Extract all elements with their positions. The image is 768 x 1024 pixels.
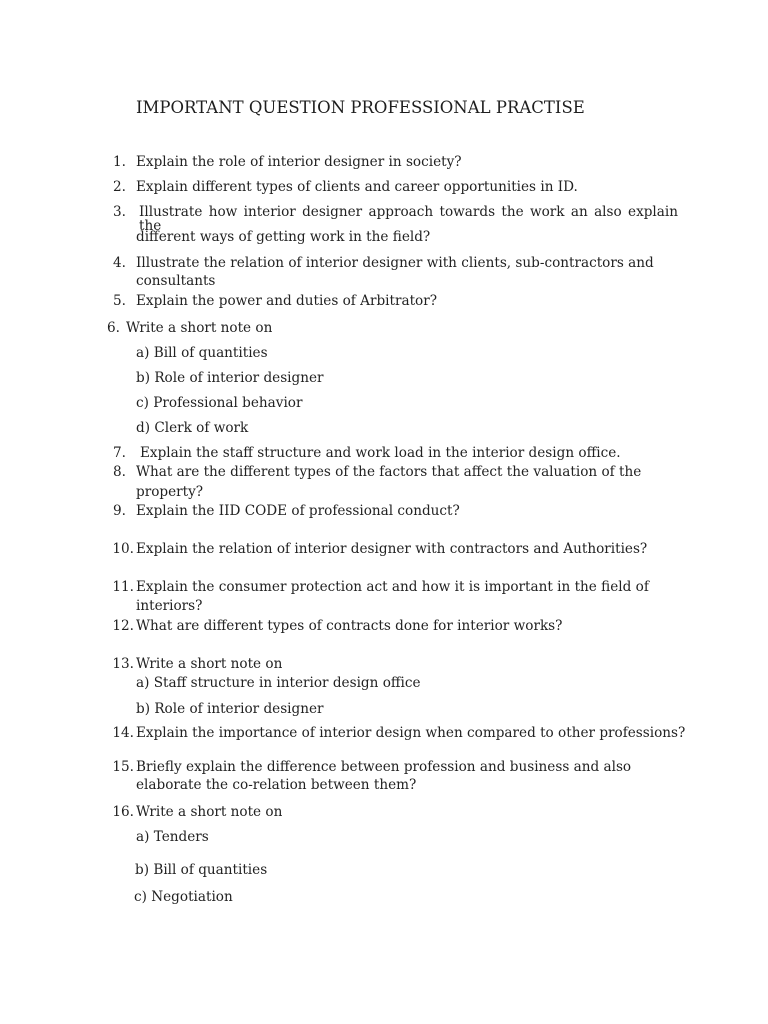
question-text: Explain the consumer protection act and how it is important in the field of: [136, 579, 649, 595]
sub-item: b) Role of interior designer: [136, 701, 324, 717]
question-text-continued: different ways of getting work in the field?: [136, 229, 431, 245]
question-text-continued: interiors?: [136, 598, 203, 614]
question-text-continued: consultants: [136, 273, 216, 289]
question-number: 11.: [112, 579, 134, 595]
question-text: What are different types of contracts done for interior works?: [136, 618, 563, 634]
question-number: 7.: [113, 445, 126, 461]
question-number: 15.: [112, 759, 134, 775]
question-number: 2.: [113, 179, 126, 195]
sub-item: b) Role of interior designer: [136, 370, 324, 386]
question-text: Write a short note on: [136, 804, 283, 820]
question-text: What are the different types of the factors that affect the valuation of the: [136, 464, 642, 480]
question-number: 4.: [113, 255, 126, 271]
question-number: 14.: [112, 725, 134, 741]
question-number: 6.: [107, 320, 120, 336]
question-text: Explain different types of clients and career opportunities in ID.: [136, 179, 578, 195]
question-text-continued: elaborate the co-relation between them?: [136, 777, 417, 793]
question-text: Illustrate the relation of interior designer with clients, sub-contractors and: [136, 255, 654, 271]
document-title: IMPORTANT QUESTION PROFESSIONAL PRACTISE: [136, 98, 585, 117]
question-number: 16.: [112, 804, 134, 820]
question-text: Explain the staff structure and work load in the interior design office.: [140, 445, 621, 461]
sub-item: d) Clerk of work: [136, 420, 249, 436]
question-text: Explain the power and duties of Arbitrator?: [136, 293, 438, 309]
sub-item: a) Staff structure in interior design office: [136, 675, 421, 691]
question-number: 5.: [113, 293, 126, 309]
sub-item: c) Professional behavior: [136, 395, 303, 411]
question-number: 13.: [112, 656, 134, 672]
question-number: 12.: [112, 618, 134, 634]
question-text: Briefly explain the difference between profession and business and also: [136, 759, 632, 775]
question-text: Illustrate how interior designer approach towards the work an also explain the: [139, 204, 678, 234]
question-text: Explain the role of interior designer in society?: [136, 154, 462, 170]
question-number: 10.: [112, 541, 134, 557]
question-text: Write a short note on: [126, 320, 273, 336]
question-number: 1.: [113, 154, 126, 170]
sub-item: a) Tenders: [136, 829, 209, 845]
sub-item: a) Bill of quantities: [136, 345, 268, 361]
question-text: Write a short note on: [136, 656, 283, 672]
question-text: Explain the importance of interior design when compared to other professions?: [136, 725, 686, 741]
question-text: Explain the IID CODE of professional conduct?: [136, 503, 460, 519]
question-number: 9.: [113, 503, 126, 519]
question-text: Explain the relation of interior designer with contractors and Authorities?: [136, 541, 648, 557]
sub-item: c) Negotiation: [134, 889, 233, 905]
sub-item: b) Bill of quantities: [135, 862, 268, 878]
question-number: 3.: [113, 204, 126, 220]
question-number: 8.: [113, 464, 126, 480]
question-text-continued: property?: [136, 484, 204, 500]
